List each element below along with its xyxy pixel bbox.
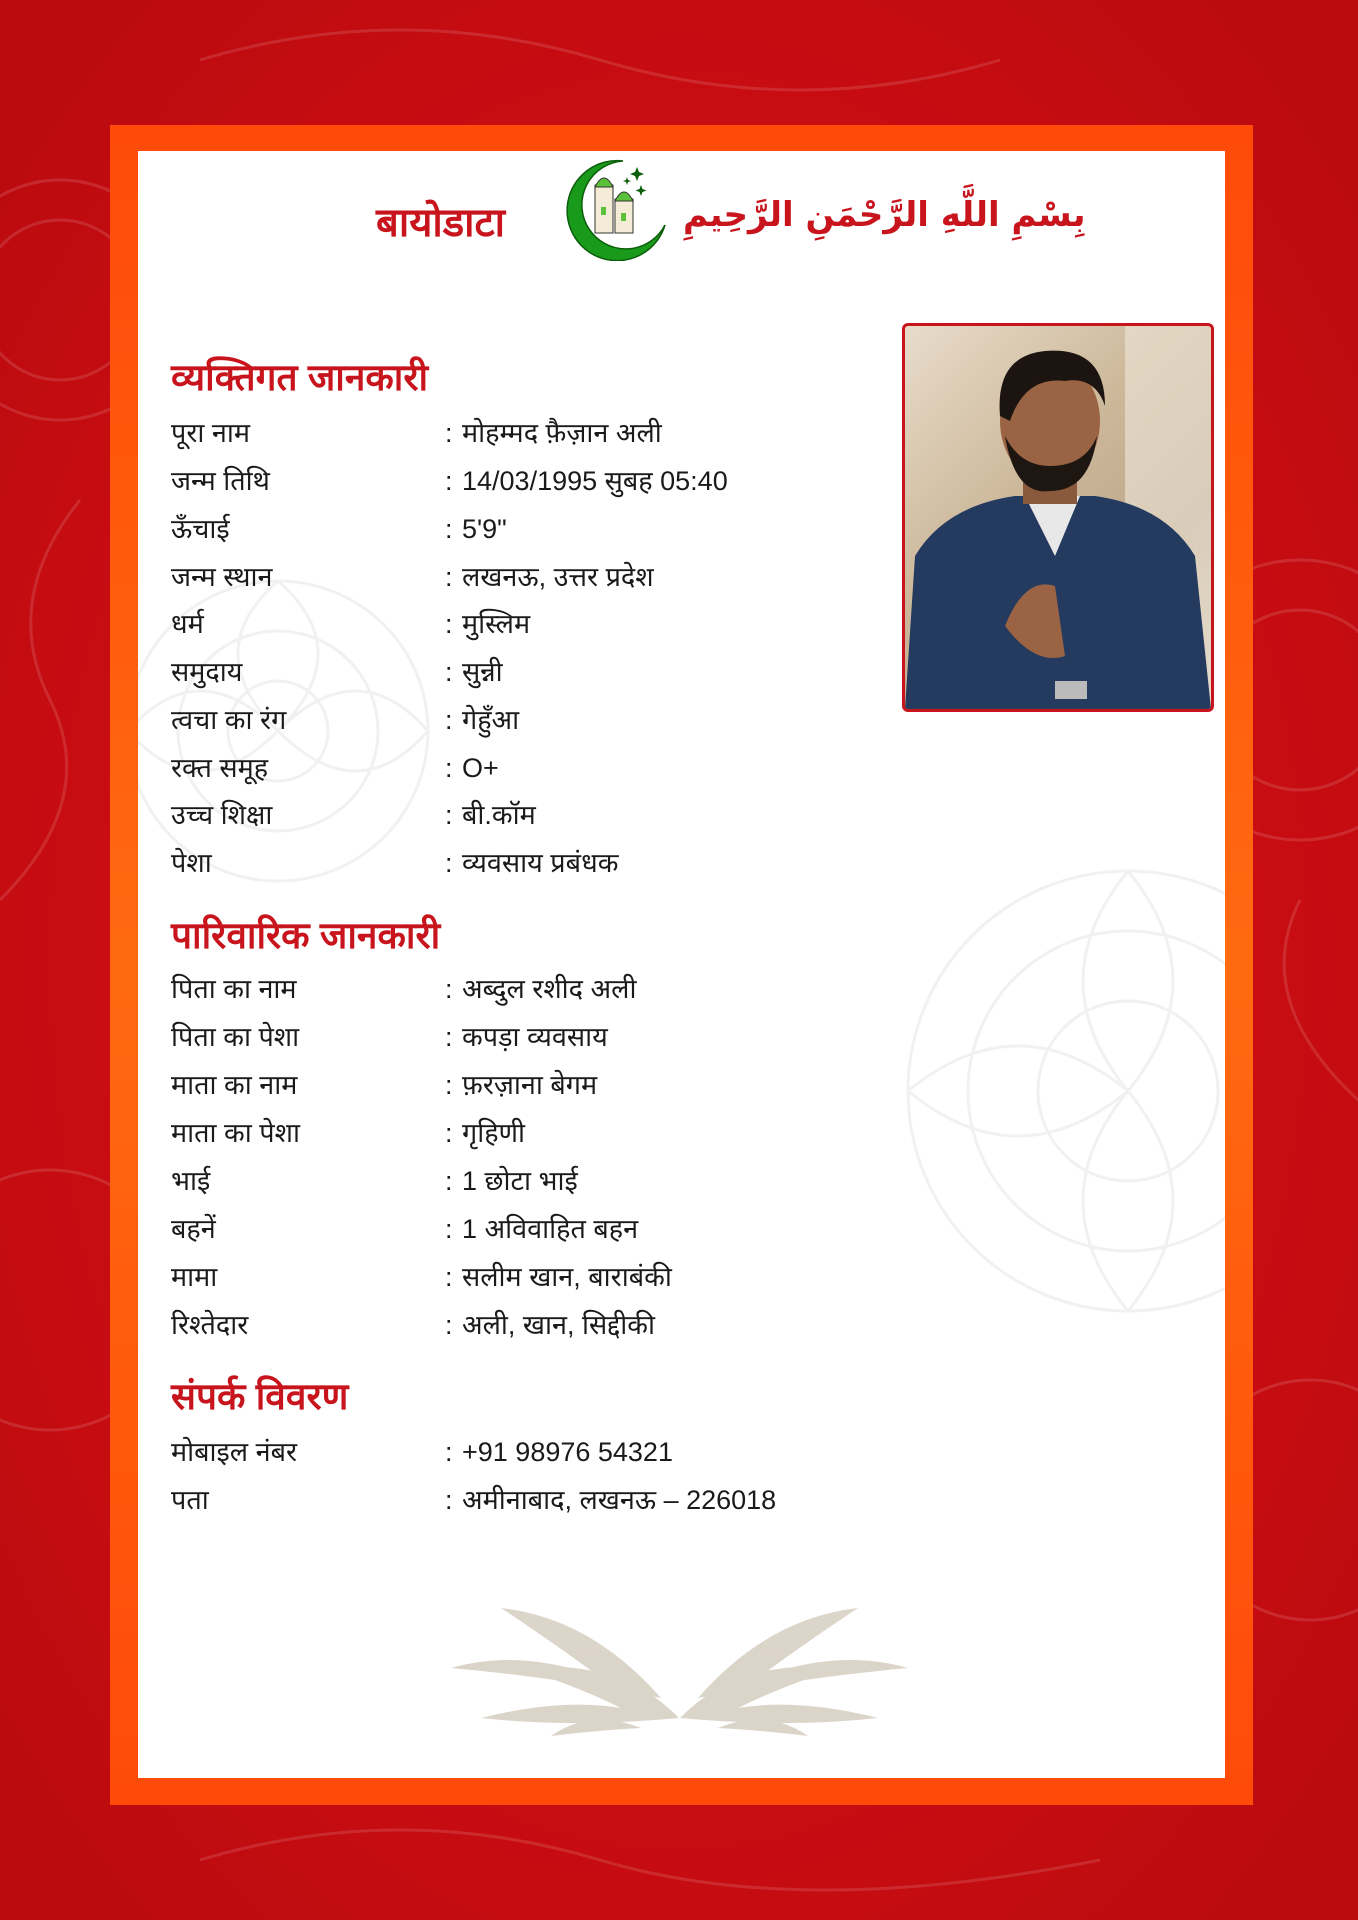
row-label: समुदाय — [171, 657, 243, 687]
row-value: कपड़ा व्यवसाय — [462, 1022, 608, 1052]
section-heading-contact: संपर्क विवरण — [171, 1376, 349, 1417]
row-value: सलीम खान, बाराबंकी — [462, 1262, 672, 1292]
row-separator: : — [445, 418, 453, 448]
row-separator: : — [445, 514, 453, 544]
row-separator: : — [445, 848, 453, 878]
row-value: लखनऊ, उत्तर प्रदेश — [462, 562, 654, 592]
section-heading-family: पारिवारिक जानकारी — [171, 915, 441, 956]
row-label: उच्च शिक्षा — [171, 800, 273, 830]
row-label: रक्त समूह — [171, 753, 269, 783]
row-label: पेशा — [171, 848, 212, 878]
row-label: मोबाइल नंबर — [171, 1437, 298, 1467]
row-separator: : — [445, 1310, 453, 1340]
row-label: त्वचा का रंग — [171, 705, 287, 735]
row-value: +91 98976 54321 — [462, 1437, 673, 1467]
row-label: भाई — [171, 1166, 211, 1196]
row-separator: : — [445, 1070, 453, 1100]
section-heading-personal: व्यक्तिगत जानकारी — [171, 357, 429, 398]
row-value: सुन्नी — [462, 657, 503, 687]
row-value: मोहम्मद फ़ैज़ान अली — [462, 418, 662, 448]
row-separator: : — [445, 1485, 453, 1515]
row-label: पिता का पेशा — [171, 1022, 300, 1052]
crescent-mosque-icon — [563, 155, 669, 261]
row-separator: : — [445, 1118, 453, 1148]
row-separator: : — [445, 1262, 453, 1292]
row-label: जन्म स्थान — [171, 562, 273, 592]
row-separator: : — [445, 1022, 453, 1052]
row-value: फ़रज़ाना बेगम — [462, 1070, 598, 1100]
row-separator: : — [445, 466, 453, 496]
row-separator: : — [445, 705, 453, 735]
person-photo-illustration — [905, 326, 1211, 709]
profile-photo — [902, 323, 1214, 712]
biodata-card — [138, 151, 1225, 1778]
row-label: बहनें — [171, 1214, 216, 1244]
bismillah-calligraphy: بِسْمِ اللَّهِ الرَّحْمَنِ الرَّحِيمِ — [683, 195, 1086, 235]
row-value: गेहुँआ — [462, 705, 520, 735]
row-label: पूरा नाम — [171, 418, 250, 448]
row-separator: : — [445, 800, 453, 830]
row-label: ऊँचाई — [171, 514, 230, 544]
row-separator: : — [445, 657, 453, 687]
row-separator: : — [445, 1437, 453, 1467]
row-label: रिश्तेदार — [171, 1310, 249, 1340]
row-value: 1 अविवाहित बहन — [462, 1214, 639, 1244]
row-separator: : — [445, 609, 453, 639]
row-label: मामा — [171, 1262, 218, 1292]
row-value: 1 छोटा भाई — [462, 1166, 578, 1196]
row-value: 14/03/1995 सुबह 05:40 — [462, 466, 728, 496]
row-separator: : — [445, 562, 453, 592]
row-value: O+ — [462, 753, 499, 783]
row-value: 5'9" — [462, 514, 507, 544]
floral-ornament-divider — [441, 1598, 918, 1739]
row-label: माता का पेशा — [171, 1118, 300, 1148]
row-value: अमीनाबाद, लखनऊ – 226018 — [462, 1485, 777, 1515]
row-label: धर्म — [171, 609, 204, 639]
row-separator: : — [445, 753, 453, 783]
row-separator: : — [445, 1214, 453, 1244]
row-value: व्यवसाय प्रबंधक — [462, 848, 619, 878]
row-label: माता का नाम — [171, 1070, 298, 1100]
row-value: अली, खान, सिद्दीकी — [462, 1310, 656, 1340]
row-value: बी.कॉम — [462, 800, 536, 830]
row-separator: : — [445, 974, 453, 1004]
page-title: बायोडाटा — [376, 201, 506, 245]
row-label: पिता का नाम — [171, 974, 297, 1004]
row-label: जन्म तिथि — [171, 466, 270, 496]
row-separator: : — [445, 1166, 453, 1196]
mandala-watermark-right — [878, 711, 1225, 1471]
row-label: पता — [171, 1485, 209, 1515]
row-value: अब्दुल रशीद अली — [462, 974, 637, 1004]
row-value: गृहिणी — [462, 1118, 526, 1148]
row-value: मुस्लिम — [462, 609, 531, 639]
